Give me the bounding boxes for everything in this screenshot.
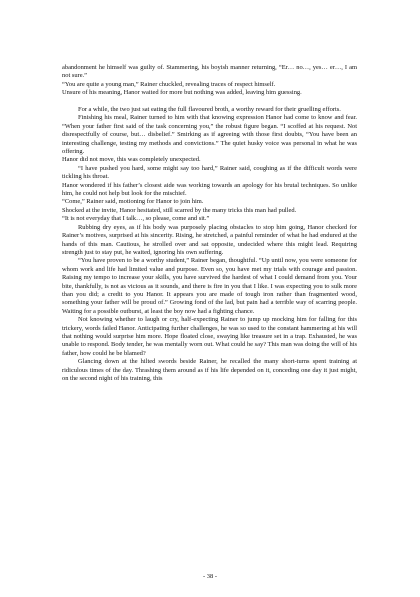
- body-text: [62, 64, 357, 383]
- paragraph: Shocked at the invite, Hanor hesitated, still scarred by the many tricks this man had pulled.: [62, 206, 297, 214]
- paragraph: For a while, the two just sat eating the full flavoured broth, a worthy reward for their gruelling efforts.: [78, 106, 341, 114]
- paragraph: “I have pushed you hard, some might say too hard,” Rainer said, coughing as if the difficult words were tickling his throat.: [62, 164, 357, 181]
- paragraph: “You have proven to be a worthy student,” Rainer began, thoughtful. “Up until now, you were someone for whom work and life had limited value and purpose. Even so, you have met my trials with courage and passion. Raising my tempo to increase your skills, you have survived the hardest of what I could demand from you. Your bite, thankfully, is not as vicious as it sounds, and there is fire in you that I like. I was expecting you to sulk more than you did; a credit to you Hanor. It appears you are made of tough iron rather than fragmented wood, something your father will be proud of.” Growing fond of the lad, but pain had a terrible way of scarring people. Waiting for a possible outburst, at least the boy now had a fighting chance.: [62, 257, 357, 315]
- paragraph: Glancing down at the hilted swords beside Rainer, he recalled the many short-turns spent training at ridiculous times of the day. Thrashing them around as if his life depended on it, conceding one day it just might, on the second night of his training, this: [62, 358, 357, 383]
- paragraph: “Come,” Rainer said, motioning for Hanor to join him.: [62, 198, 204, 206]
- paragraph: “It is not everyday that I talk…, so please, come and sit.”: [62, 215, 210, 223]
- paragraph: abandonment he himself was guilty of. Stammering, his boyish manner returning, “Er… no…, yes… er…, I am not sure.”: [62, 64, 357, 80]
- paragraph: Not knowing whether to laugh or cry, half-expecting Rainer to jump up mocking him for falling for this trickery, words failed Hanor. Anticipating further challenges, he was so used to the constant hammering at his will that nothing would surprise him more. Hope floated close, swaying like treasure set in a trap. Exhausted, he was unable to respond. Body tender, he was mentally worn out. What could he say? This man was doing the will of his father, how could he be blamed?: [62, 316, 357, 357]
- page-number: - 38 -: [203, 573, 217, 580]
- paragraph: “You are quite a young man,” Rainer chuckled, revealing traces of respect himself.: [62, 80, 276, 88]
- paragraph: Rubbing dry eyes, as if his body was purposely placing obstacles to stop him going, Hanor checked for Rainer’s motives, surprised at his sincerity. Rising, he stretched, a painful reminder of what he had endured at the hands of this man. Cautious, he strolled over and sat opposite, undecided where this might lead. Requiring strength just to stay put, he waited, ignoring his own suffering.: [62, 223, 357, 256]
- paragraph: Finishing his meal, Rainer turned to him with that knowing expression Hanor had come to know and fear. “When your father first said of the task concerning you,” the robust figure began. “I scoffed at his request. Not disrespectfully of course, but… disbelief.” Smirking as if agreeing with those first doubts, “You have been an interesting challenge, testing my methods and convictions.” The quiet husky voice was personal in what he was offering.: [62, 114, 357, 156]
- paragraph: Hanor wondered if his father’s closest aide was working towards an apology for his brutal techniques. So unlike him, he could not help but look for the mischief.: [62, 181, 357, 198]
- paragraph: Unsure of his meaning, Hanor waited for more but nothing was added, leaving him guessing.: [62, 89, 302, 97]
- paragraph: Hanor did not move, this was completely unexpected.: [62, 156, 201, 164]
